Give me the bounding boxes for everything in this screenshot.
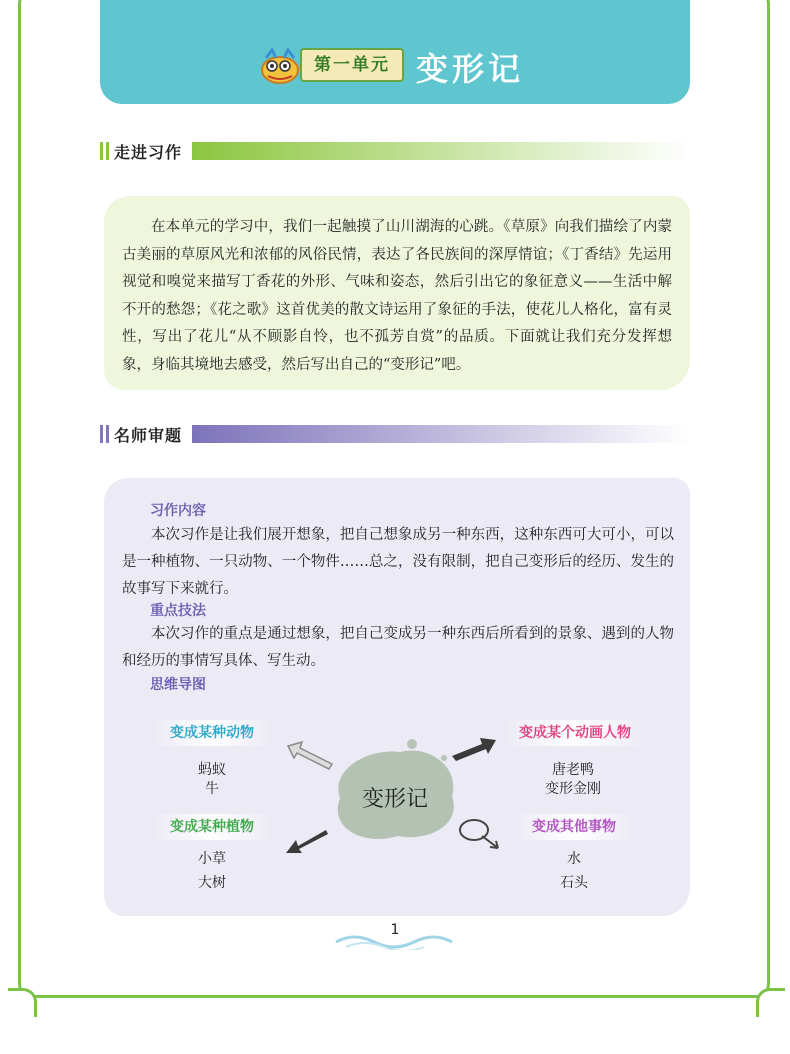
frame-corner-left [8, 988, 37, 1017]
branch-item: 水 [567, 851, 581, 867]
section-heading-label: 走进习作 [114, 143, 183, 162]
branch-item: 牛 [205, 781, 219, 797]
branch-label-cartoon: 变成某个动画人物 [504, 720, 646, 746]
unit-badge: 第一单元 [300, 48, 404, 82]
page-title: 变形记 [416, 50, 525, 88]
branch-label-plant: 变成某种植物 [152, 814, 272, 840]
heading-gradient-bar [192, 425, 690, 443]
intro-text: 在本单元的学习中，我们一起触摸了山川湖海的心跳。《草原》向我们描绘了内蒙古美丽的草原风光和浓郁的风俗民情，表达了各民族间的深厚情谊；《丁香结》先运用视觉和嗅觉来描写丁香花的外形、气味和姿态，然后引出它的象征意义——生活中解不开的愁怨；《花之歌》这首优美的散文诗运用了象征的手法，使花儿人格化，富有灵性，写出了花儿“从不顾影自怜，也不孤芳自赏”的品质。下面就让我们充分发挥想象，身临其境地去感受，然后写出自己的“变形记”吧。 [122, 219, 672, 373]
branch-label-other: 变成其他事物 [514, 814, 634, 840]
heading-gradient-bar [192, 142, 690, 160]
section-heading-teacher [100, 423, 690, 445]
branch-label-animal: 变成某种动物 [152, 720, 272, 746]
branch-item: 小草 [198, 851, 226, 867]
skill-heading: 重点技法 [150, 603, 206, 619]
branch-item: 大树 [198, 875, 226, 891]
arrow-icon [286, 736, 336, 772]
mascot-icon [258, 44, 302, 86]
mindmap-heading: 思维导图 [150, 677, 206, 693]
mindmap-center: 变形记 [361, 787, 428, 812]
content-heading: 习作内容 [150, 503, 206, 519]
branch-item: 变形金刚 [545, 781, 601, 797]
branch-item: 唐老鸭 [552, 762, 594, 778]
content-text: 本次习作是让我们展开想象，把自己想象成另一种东西，这种东西可大可小，可以是一种植物、一只动物、一个物件……总之，没有限制，把自己变形后的经历、发生的故事写下来就行。 [122, 527, 674, 597]
arrow-icon [448, 732, 498, 762]
section-heading-label: 名师审题 [114, 426, 183, 445]
branch-item: 石头 [560, 875, 588, 891]
section-heading-intro [100, 140, 690, 162]
branch-item: 蚂蚁 [198, 762, 226, 778]
page-number: 1 [390, 922, 400, 938]
heading-bars [100, 425, 112, 444]
skill-text: 本次习作的重点是通过想象，把自己变成另一种东西后所看到的景象、遇到的人物和经历的事情写具体、写生动。 [122, 626, 674, 669]
heading-bars [100, 142, 112, 161]
ring-arrow-icon [454, 814, 504, 854]
frame-corner-right [756, 988, 785, 1017]
arrow-icon [284, 826, 330, 856]
